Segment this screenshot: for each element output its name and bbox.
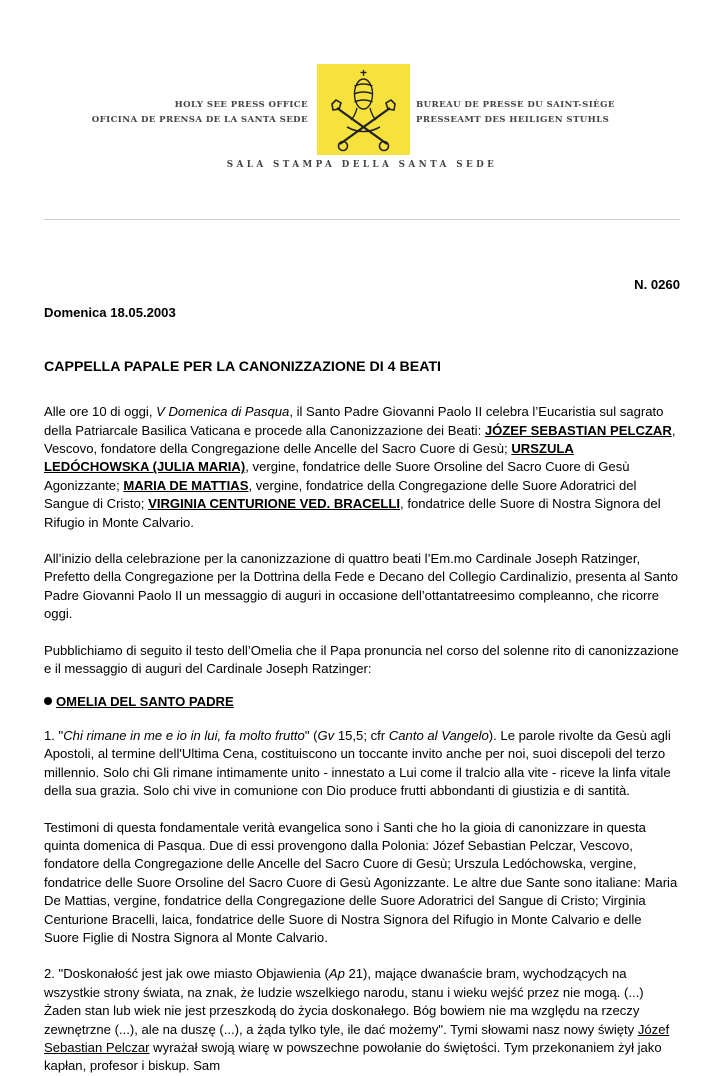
homily-section-link[interactable]: OMELIA DEL SANTO PADRE: [44, 693, 680, 711]
office-name-es: OFICINA DE PRENSA DE LA SANTA SEDE: [91, 115, 308, 125]
sala-stampa-title: SALA STAMPA DELLA SANTA SEDE: [226, 160, 498, 170]
intro-paragraph: Alle ore 10 di oggi, V Domenica di Pasqua, il Santo Padre Giovanni Paolo II celebra l’Eucaristia sul sagrato della Patriarcale Basilica Vaticana e procede alla Canonizzazione dei Beati: JÓZEF SEBASTIAN PELCZAR, Vescovo, fondatore della Congregazione delle Ancelle del Sacro Cuore di Gesù; URSZULA LEDÓCHOWSKA (JULIA MARIA), vergine, fondatrice delle Suore Orsoline del Sacro Cuore di Gesù Agonizzante; MARIA DE MATTIAS, vergine, fondatrice della Congregazione delle Suore Adoratrici del Sangue di Cristo; VIRGINIA CENTURIONE VED. BRACELLI, fondatrice delle Suore di Nostra Signora del Rifugio in Monte Calvario.: [44, 404, 676, 530]
papal-keys-emblem-icon: [317, 64, 410, 155]
bulletin-title: CAPPELLA PAPALE PER LA CANONIZZAZIONE DI 4 BEATI: [44, 358, 441, 375]
office-name-de: PRESSEAMT DES HEILIGEN STUHLS: [416, 115, 610, 125]
office-name-right: [416, 98, 615, 128]
saint-name-pelczar: JÓZEF SEBASTIAN PELCZAR: [484, 422, 672, 438]
publication-note: Pubblichiamo di seguito il testo dell’Omelia che il Papa pronuncia nel corso del solenne rito di canonizzazione e il messaggio di auguri del Cardinale Joseph Ratzinger:: [44, 642, 679, 677]
homily-paragraph-2: Testimoni di questa fondamentale verità evangelica sono i Santi che ho la gioia di canonizzare in questa quinta domenica di Pasqua. Due di essi provengono dalla Polonia: Józef Sebastian Pelczar, Vescovo, fondatore della Congregazione delle Ancelle del Sacro Cuore di Gesù; Urszula Ledóchowska, vergine, fondatrice delle Suore Orsoline del Sacro Cuore di Gesù Agonizzante. Le altre due Sante sono italiane: Maria De Mattias, vergine, fondatrice della Congregazione delle Suore Adoratrici del Sangue di Cristo; Virginia Centurione Bracelli, laica, fondatrice delle Suore di Nostra Signora del Rifugio in Monte Calvario e delle Suore Figlie di Nostra Signora al Monte Calvario.: [44, 819, 678, 945]
header-divider: [44, 219, 680, 220]
bulletin-body: [44, 276, 680, 1076]
homily-paragraph-1: 1. "Chi rimane in me e io in lui, fa molto frutto" (Gv 15,5; cfr Canto al Vangelo). Le parole rivolte da Gesù agli Apostoli, al termine dell'Ultima Cena, costituiscono un toccante invito anche per noi, suoi discepoli del terzo millennio. Solo chi Gli rimane intimamente unito - innestato a Lui come il tralcio alla vite - riceve la linfa vitale della sua grazia. Solo chi vive in comunione con Dio produce frutti abbondanti di giustizia e di santità.: [44, 727, 671, 799]
bulletin-number: N. 0260: [634, 277, 680, 292]
bulletin-date: Domenica 18.05.2003: [44, 305, 176, 321]
saint-name-ledochowska: URSZULA LEDÓCHOWSKA (JULIA MARIA): [44, 441, 574, 475]
saint-name-bracelli: VIRGINIA CENTURIONE VED. BRACELLI: [148, 496, 401, 512]
office-name-fr: BUREAU DE PRESSE DU SAINT-SIÈGE: [416, 100, 615, 110]
bullet-icon: [44, 697, 52, 705]
press-office-header: [0, 0, 724, 230]
pelczar-link[interactable]: Józef Sebastian Pelczar: [44, 1021, 670, 1055]
office-name-left: [92, 98, 308, 128]
office-name-en: HOLY SEE PRESS OFFICE: [174, 100, 308, 110]
homily-paragraph-3: 2. "Doskonałość jest jak owe miasto Objawienia (Ap 21), mające dwanaście bram, wychodzących na wszystkie strony świata, na znak, że ludzie wszelkiego narodu, stanu i wieku wejść przez nie mogą. (...) Żaden stan lub wiek nie jest przeszkodą do życia doskonałego. Bóg bowiem nie ma względu na rzeczy zewnętrzne (...), ale na duszę (...), a żąda tylko tyle, ile dać możemy". Tymi słowami nasz nowy święty Józef Sebastian Pelczar wyrażał swoją wiarę w powszechne powołanie do świętości. Tym przekonaniem żył jako kapłan, profesor i biskup. Sam: [44, 966, 670, 1074]
ratzinger-paragraph: All’inizio della celebrazione per la canonizzazione di quattro beati l’Em.mo Cardinale Joseph Ratzinger, Prefetto della Congregazione per la Dottrina della Fede e Decano del Collegio Cardinalizio, presenta al Santo Padre Giovanni Paolo II un messaggio di auguri in occasione dell’ottantatreesimo compleanno, che ricorre oggi.: [44, 551, 678, 622]
saint-name-de-mattias: MARIA DE MATTIAS: [123, 477, 249, 493]
